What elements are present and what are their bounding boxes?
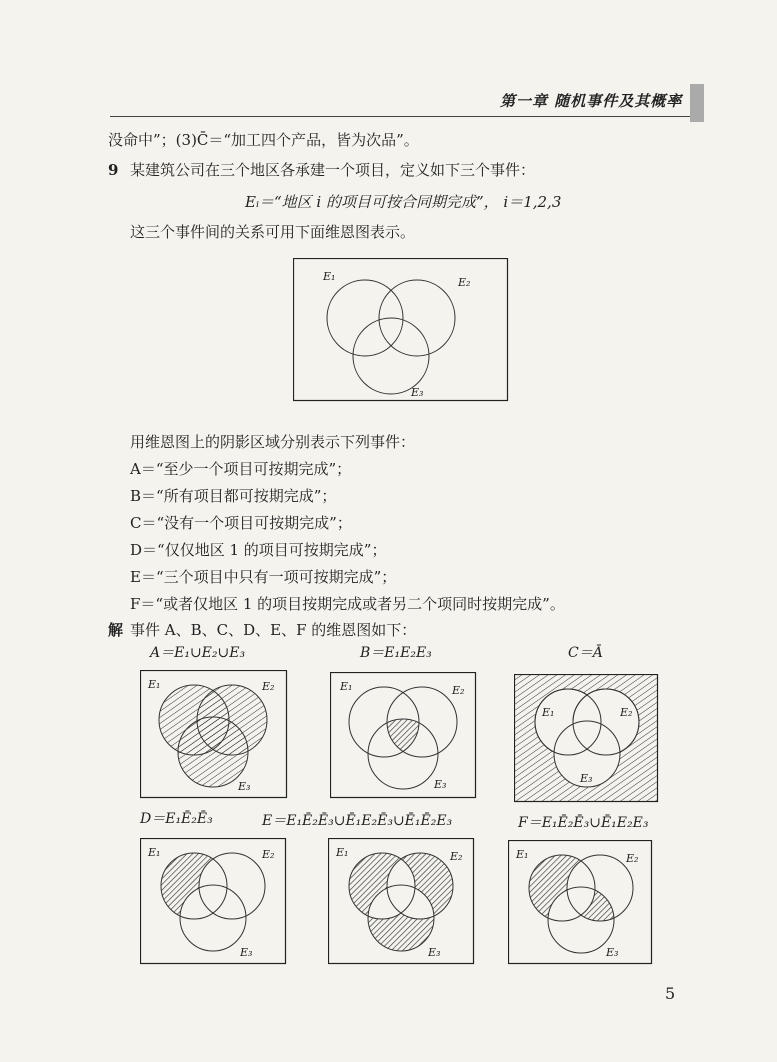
- venn-a-e3: E₃: [238, 780, 251, 793]
- header-tab: [690, 84, 704, 122]
- caption-e: E＝E₁Ē₂Ē₃∪Ē₁E₂Ē₃∪Ē₁Ē₂E₃: [262, 813, 453, 829]
- label-e2: E₂: [458, 276, 471, 289]
- event-e-text: E＝“三个项目中只有一项可按期完成”；: [130, 568, 397, 586]
- event-a-text: A＝“至少一个项目可按期完成”；: [130, 460, 352, 478]
- caption-c: C＝Ā: [568, 645, 603, 661]
- venn-c: [514, 674, 662, 808]
- venn-e-e1: E₁: [336, 846, 349, 859]
- venn-e-e3: E₃: [428, 946, 441, 959]
- main-venn-diagram: [293, 258, 513, 410]
- event-b-text: B＝“所有项目都可按期完成”；: [130, 487, 337, 505]
- event-f-text: F＝“或者仅地区 1 的项目按期完成或者另二个项同时按期完成”。: [130, 595, 565, 613]
- venn-f: [508, 840, 656, 974]
- formula: Eᵢ＝“地区 i 的项目可按合同期完成”， i＝1,2,3: [245, 193, 562, 211]
- question-number: 9: [108, 161, 119, 179]
- venn-f-e2: E₂: [626, 852, 639, 865]
- solution-text: 事件 A、B、C、D、E、F 的维恩图如下：: [130, 621, 417, 639]
- caption-b: B＝E₁E₂E₃: [360, 645, 432, 661]
- page-number: 5: [665, 984, 676, 1003]
- label-e1: E₁: [323, 270, 336, 283]
- chapter-header: 第一章 随机事件及其概率: [500, 92, 683, 110]
- venn-d-e2: E₂: [262, 848, 275, 861]
- relation-text: 这三个事件间的关系可用下面维恩图表示。: [130, 223, 416, 241]
- caption-a: A＝E₁∪E₂∪E₃: [150, 645, 246, 661]
- caption-d: D＝E₁Ē₂Ē₃: [140, 811, 213, 827]
- venn-b-e2: E₂: [452, 684, 465, 697]
- event-c-text: C＝“没有一个项目可按期完成”；: [130, 514, 352, 532]
- shade-instruction: 用维恩图上的阴影区域分别表示下列事件：: [130, 433, 416, 451]
- venn-e-e2: E₂: [450, 850, 463, 863]
- venn-a-e1: E₁: [148, 678, 161, 691]
- venn-c-e3: E₃: [580, 772, 593, 785]
- caption-f: F＝E₁Ē₂Ē₃∪Ē₁E₂E₃: [518, 815, 649, 831]
- venn-b: [330, 672, 478, 806]
- header-rule: [110, 116, 690, 117]
- venn-a-e2: E₂: [262, 680, 275, 693]
- venn-a: [140, 670, 288, 804]
- venn-d-e1: E₁: [148, 846, 161, 859]
- solution-label: 解: [108, 621, 124, 639]
- venn-f-e3: E₃: [606, 946, 619, 959]
- event-d-text: D＝“仅仅地区 1 的项目可按期完成”；: [130, 541, 387, 559]
- text-line-1: 没命中”；(3)C̄＝“加工四个产品，皆为次品”。: [108, 131, 419, 149]
- label-e3: E₃: [411, 386, 424, 399]
- venn-e: [328, 838, 476, 972]
- venn-d: [140, 838, 288, 972]
- venn-f-e1: E₁: [516, 848, 529, 861]
- venn-b-e1: E₁: [340, 680, 353, 693]
- venn-d-e3: E₃: [240, 946, 253, 959]
- venn-b-e3: E₃: [434, 778, 447, 791]
- question-text: 某建筑公司在三个地区各承建一个项目，定义如下三个事件：: [130, 161, 536, 179]
- venn-c-e2: E₂: [620, 706, 633, 719]
- venn-c-e1: E₁: [542, 706, 555, 719]
